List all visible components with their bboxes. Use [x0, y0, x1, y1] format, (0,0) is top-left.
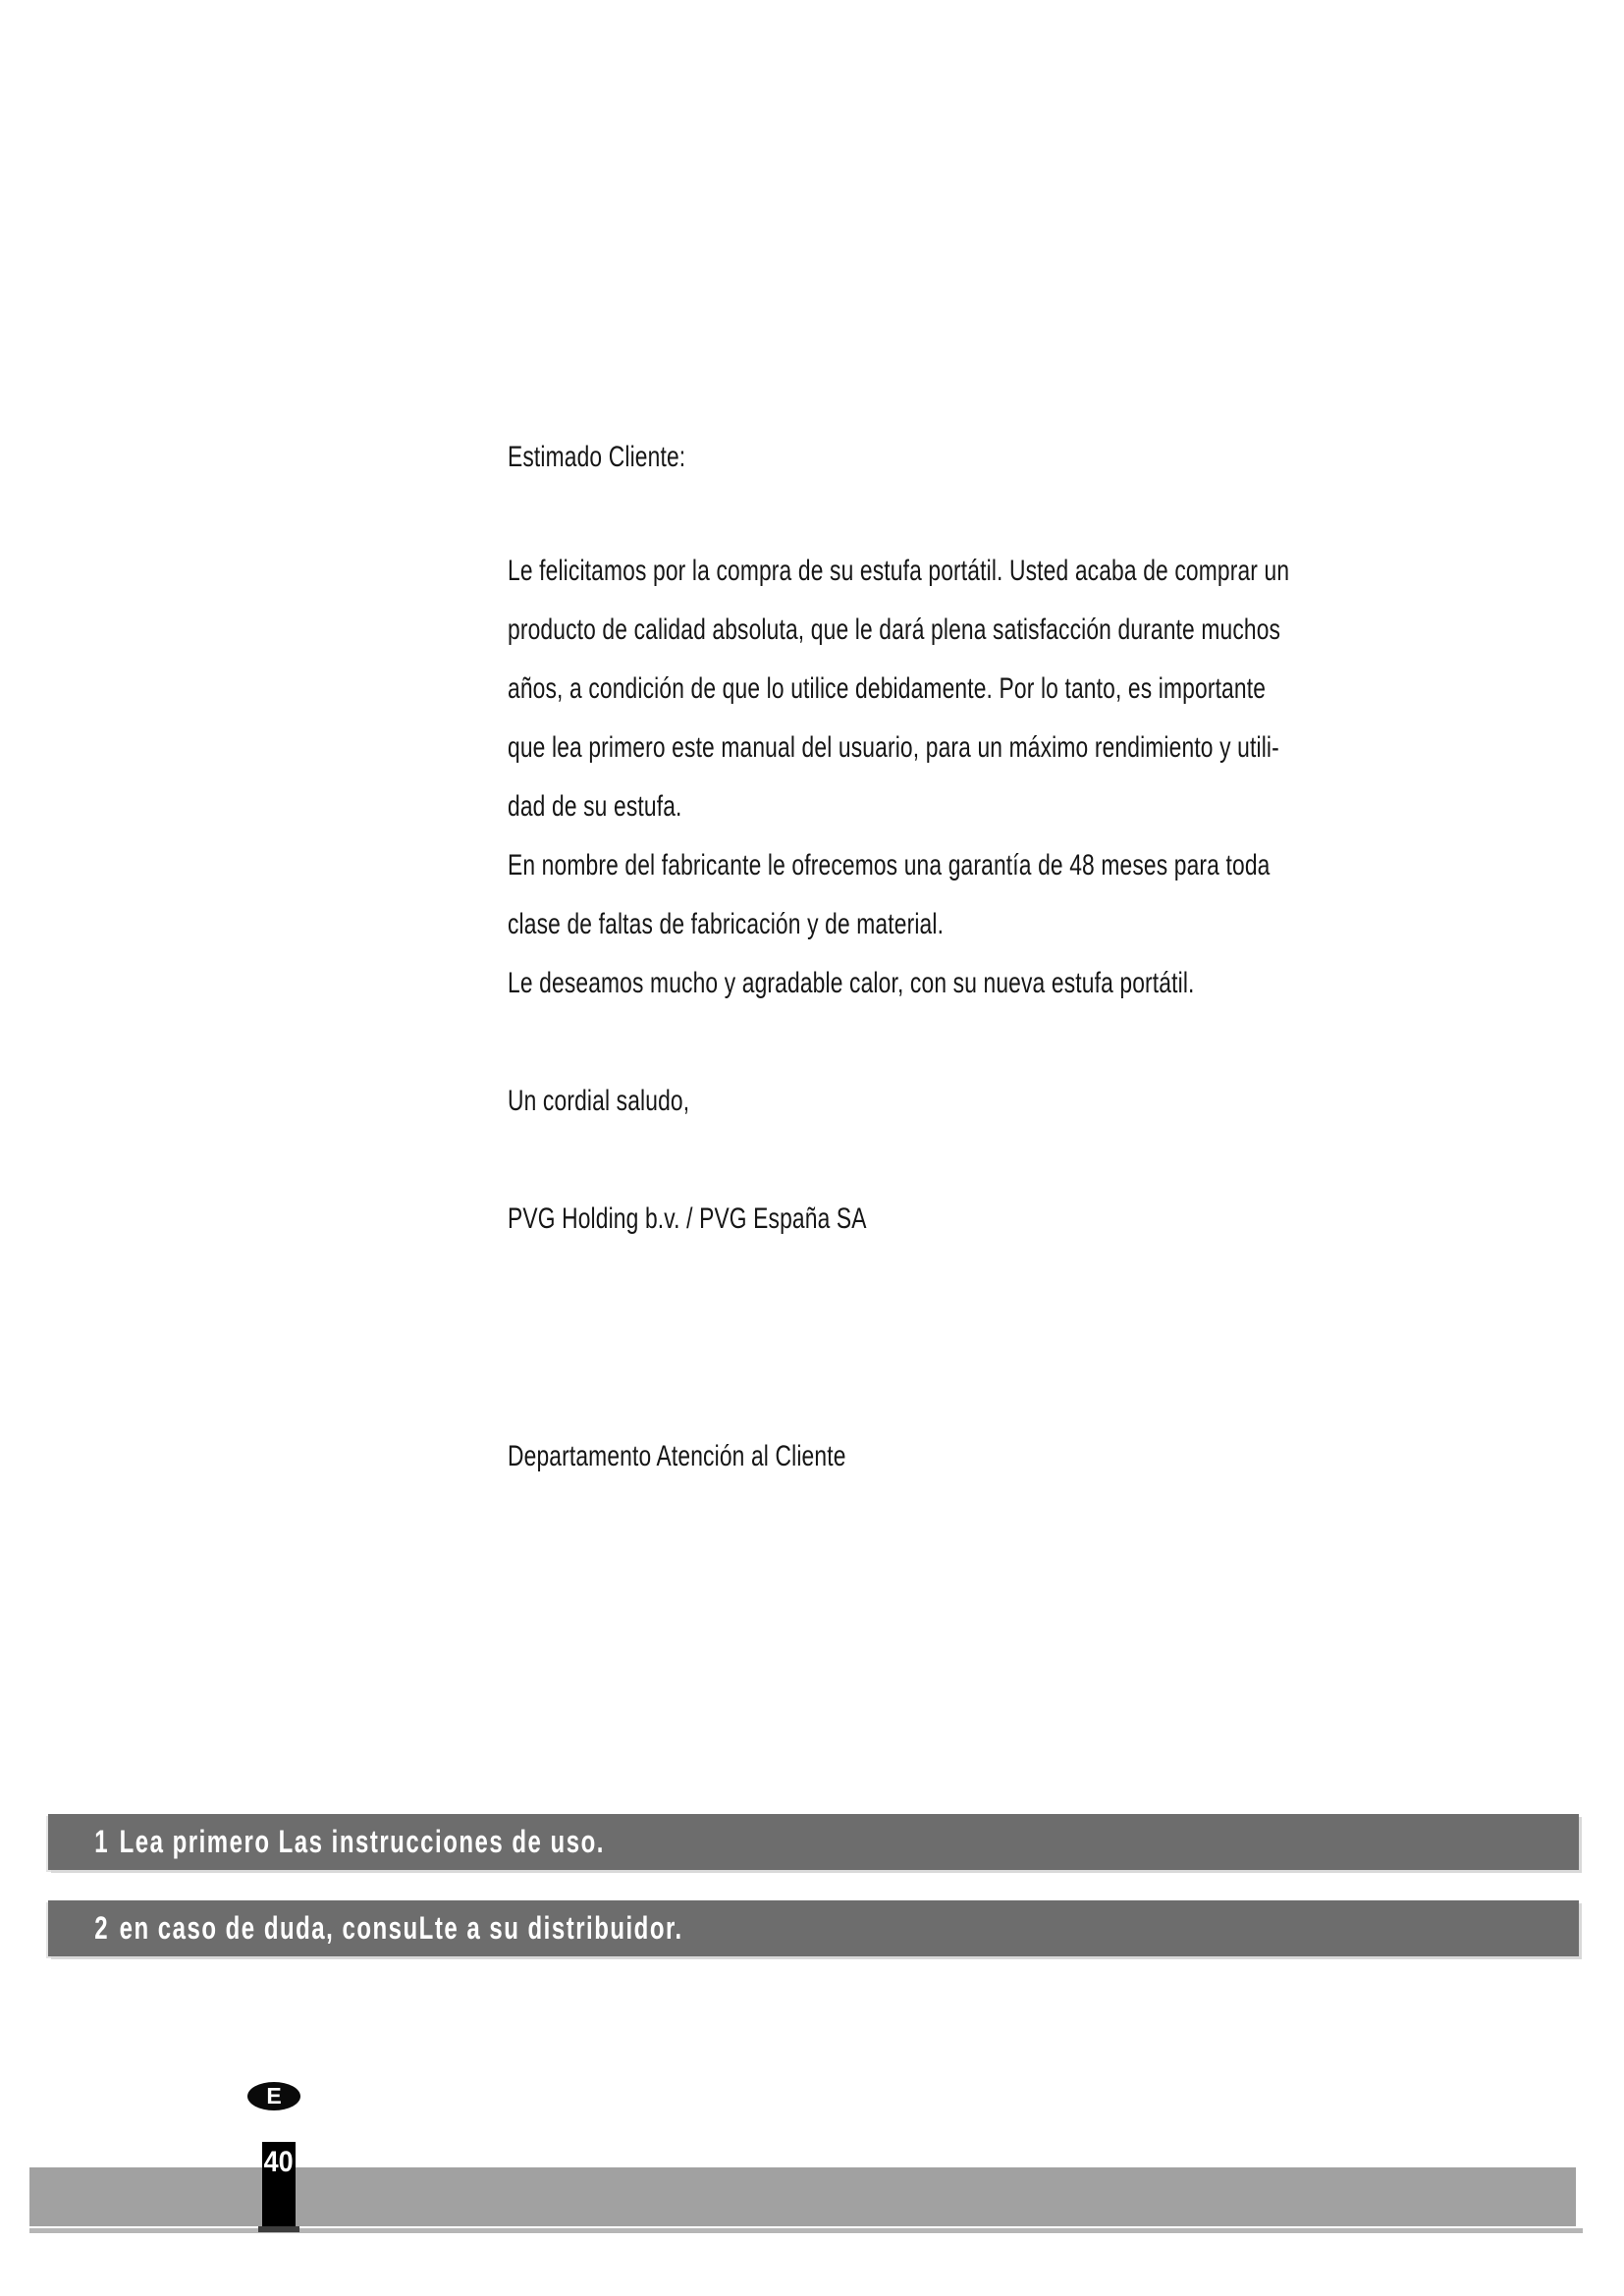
letter-line: En nombre del fabricante le ofrecemos una garantía de 48 meses para toda — [508, 849, 1271, 881]
letter-signature: PVG Holding b.v. / PVG España SA — [508, 1202, 867, 1235]
page-number-tab-stub — [258, 2226, 299, 2232]
notice-label: en caso de duda, consuLte a su distribuidor. — [119, 1910, 683, 1946]
letter-line: dad de su estufa. — [508, 790, 682, 823]
language-badge — [247, 2082, 300, 2110]
notice-number: 1 — [94, 1824, 110, 1859]
notice-number: 2 — [94, 1910, 110, 1946]
letter-department: Departamento Atención al Cliente — [508, 1440, 846, 1472]
letter-body — [508, 542, 1289, 1013]
notice-bar-consult-dealer — [48, 1900, 1579, 1956]
letter-line: clase de faltas de fabricación y de material. — [508, 908, 945, 940]
letter-line: Le deseamos mucho y agradable calor, con su nueva estufa portátil. — [508, 967, 1195, 999]
notice-text — [48, 1910, 683, 1947]
language-badge-label: E — [266, 2083, 282, 2109]
letter-line: que lea primero este manual del usuario, para un máximo rendimiento y utili- — [508, 731, 1279, 764]
letter-closing: Un cordial saludo, — [508, 1085, 690, 1117]
letter-line: años, a condición de que lo utilice debidamente. Por lo tanto, es importante — [508, 672, 1267, 705]
notice-bar-read-instructions — [48, 1814, 1579, 1870]
letter-line: producto de calidad absoluta, que le dará plena satisfacción durante muchos — [508, 614, 1281, 646]
notice-label: Lea primero Las instrucciones de uso. — [119, 1824, 605, 1859]
notice-text — [48, 1824, 605, 1860]
page-number-tab — [262, 2142, 296, 2226]
letter-line: Le felicitamos por la compra de su estufa portátil. Usted acaba de comprar un — [508, 555, 1290, 587]
page-number: 40 — [263, 2146, 295, 2178]
letter-salutation: Estimado Cliente: — [508, 441, 686, 473]
